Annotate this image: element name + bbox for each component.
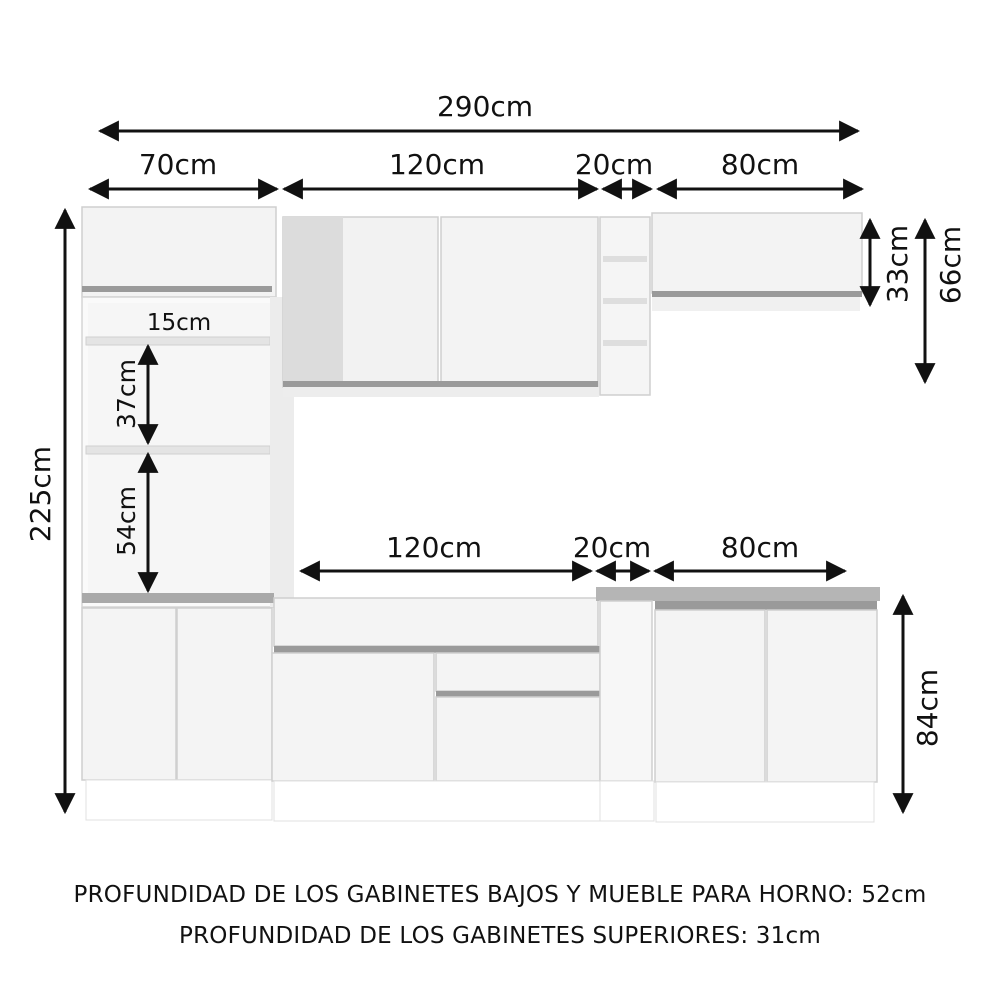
label-niche-37: 37cm [112,359,141,429]
label-total-height: 225cm [24,445,57,543]
label-lower-80: 80cm [720,531,800,564]
label-upper-66: 66cm [934,225,967,305]
caption-lower-depth: PROFUNDIDAD DE LOS GABINETES BAJOS Y MUEBLE PARA HORNO: 52cm [73,882,927,908]
upper-cabinets [283,213,862,397]
label-lower-20: 20cm [572,531,652,564]
label-shelf-depth: 15cm [146,310,212,336]
label-total-width: 290cm [436,90,534,123]
lower-cabinets [272,587,880,822]
label-upper-20: 20cm [574,148,654,181]
label-niche-54: 54cm [112,486,141,556]
label-tower-width: 70cm [138,148,218,181]
label-lower-height: 84cm [911,668,944,748]
label-upper-120: 120cm [388,148,486,181]
label-lower-120: 120cm [385,531,483,564]
label-upper-80: 80cm [720,148,800,181]
label-upper-33: 33cm [881,224,914,304]
caption-upper-depth: PROFUNDIDAD DE LOS GABINETES SUPERIORES: 31cm [179,923,821,949]
